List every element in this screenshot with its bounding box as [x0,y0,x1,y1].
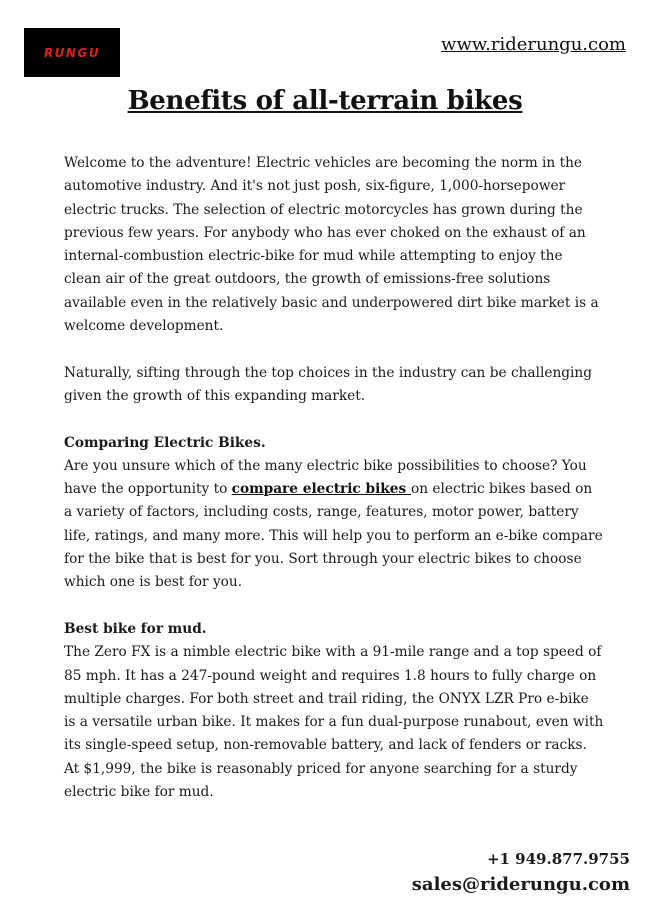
compare-text-before-link: Are you unsure which of the many electric bike possibilities to choose? You have the opportunity to [64,457,587,498]
site-url-link[interactable]: www.riderungu.com [441,34,626,55]
brand-logo [24,28,120,77]
mud-section [64,618,604,804]
compare-text-after-link: on electric bikes based on a variety of factors, including costs, range, features, motor power, battery life, ratings, and many more. This will help you to perform an e-bike compare for the bike that is best for you. Sort through your electric bikes to choose which one is best for you. [64,481,603,591]
compare-section [64,432,604,595]
mud-text: The Zero FX is a nimble electric bike with a 91-mile range and a top speed of 85 mph. It has a 247-pound weight and requires 1.8 hours to fully charge on multiple charges. For both street and trail riding, the ONYX LZR Pro e-bike is a versatile urban bike. It makes for a fun dual-purpose runabout, even with its single-speed setup, non-removable battery, and lack of fenders or racks. At $1,999, the bike is reasonably priced for anyone searching for a sturdy electric bike for mud. [64,644,604,801]
logo-text: RUNGU [43,45,101,60]
intro-paragraph-1: Welcome to the adventure! Electric vehicles are becoming the norm in the automotive industry. And it's not just posh, six-figure, 1,000-horsepower electric trucks. The selection of electric motorcycles has grown during the previous few years. For anybody who has ever choked on the exhaust of an internal-combustion electric-bike for mud while attempting to enjoy the clean air of the great outdoors, the growth of emissions-free solutions available even in the relatively basic and underpowered dirt bike market is a welcome development. [64,155,599,335]
page-title: Benefits of all-terrain bikes [127,86,523,116]
contact-phone[interactable]: +1 949.877.9755 [486,850,630,868]
mud-heading: Best bike for mud. [64,620,207,637]
compare-heading: Comparing Electric Bikes. [64,434,266,451]
intro-paragraph-2: Naturally, sifting through the top choices in the industry can be challenging given the growth of this expanding market. [64,364,592,404]
article-body [64,152,604,828]
contact-email[interactable]: sales@riderungu.com [411,874,630,895]
compare-electric-bikes-link[interactable]: compare electric bikes [231,481,411,498]
